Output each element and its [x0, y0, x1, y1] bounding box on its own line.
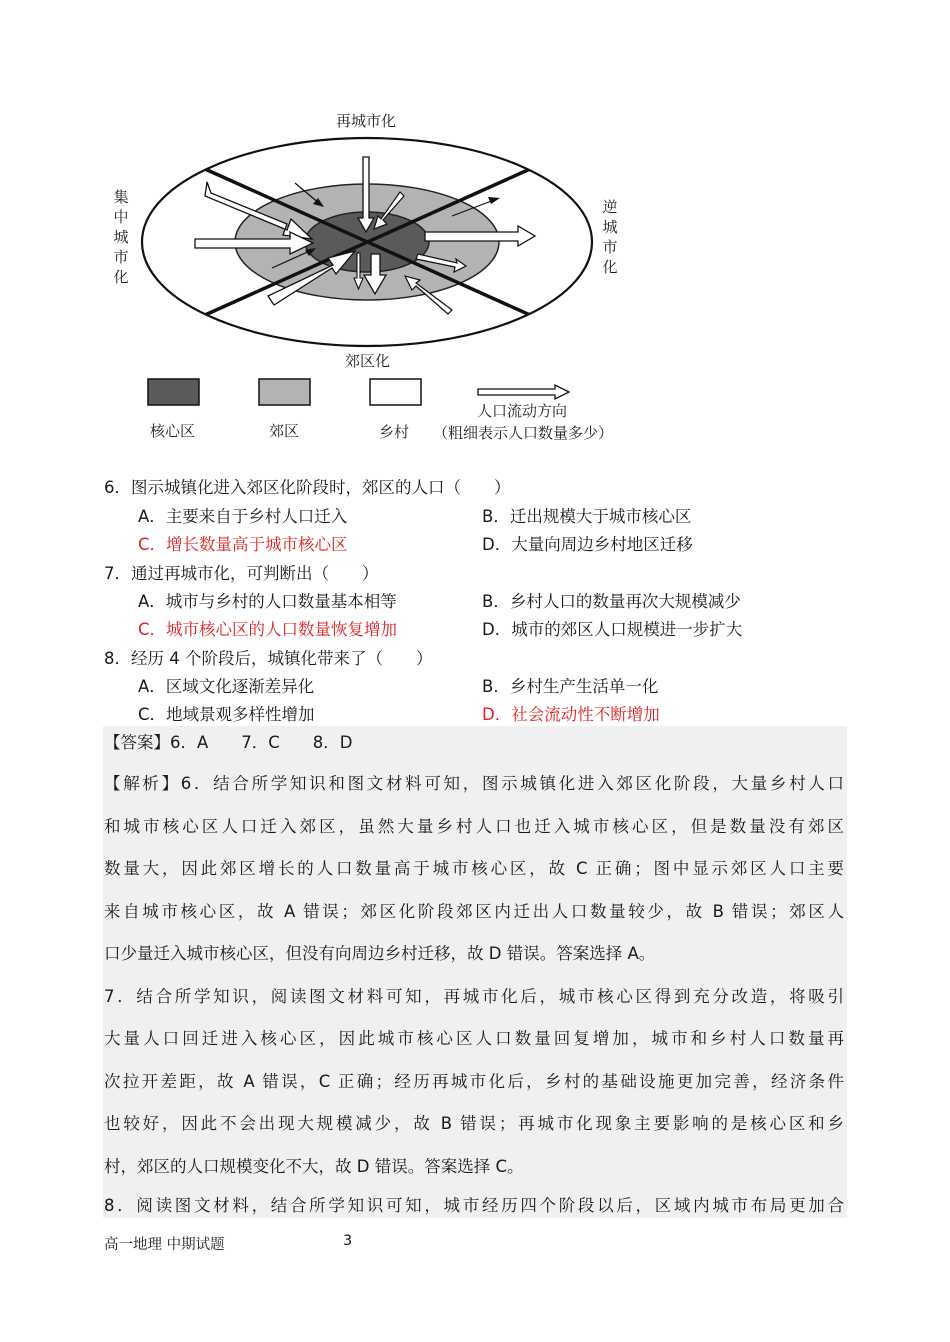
- label-suburbanization: 郊区化: [345, 352, 391, 370]
- analysis-line: 村，郊区的人口规模变化不大，故 D 错误。答案选择 C。: [104, 1156, 524, 1176]
- legend-core-label: 核心区: [150, 422, 196, 440]
- q8-option-d: D．社会流动性不断增加: [482, 705, 660, 724]
- q6-option-a: A．主要来自于乡村人口迁入: [138, 507, 348, 526]
- urbanization-diagram: [0, 0, 950, 470]
- analysis-line: 7．结合所学知识，阅读图文材料可知，再城市化后，城市核心区得到充分改造，将吸引: [104, 986, 844, 1006]
- analysis-line: 数量大，因此郊区增长的人口数量高于城市核心区，故 C 正确；图中显示郊区人口主要: [104, 859, 844, 878]
- analysis-line: 和城市核心区人口迁入郊区，虽然大量乡村人口也迁入城市核心区，但是数量没有郊区: [104, 816, 844, 836]
- answer-line: 【答案】6．A 7．C 8．D: [104, 733, 353, 752]
- legend-arrow-note: （粗细表示人口数量多少）: [433, 424, 614, 442]
- q7-option-b: B．乡村人口的数量再次大规模减少: [482, 592, 741, 611]
- legend-suburb-label: 郊区: [269, 422, 300, 440]
- q8-option-c: C．地域景观多样性增加: [138, 705, 315, 724]
- analysis-line: 【解析】6．结合所学知识和图文材料可知，图示城镇化进入郊区化阶段，大量乡村人口: [104, 774, 844, 793]
- analysis-line: 次拉开差距，故 A 错误，C 正确；经历再城市化后，乡村的基础设施更加完善，经济条件: [104, 1071, 844, 1091]
- label-reurbanization: 再城市化: [336, 112, 397, 130]
- legend-core-swatch: [148, 379, 199, 405]
- question-8-stem: 8．经历 4 个阶段后，城镇化带来了（ ）: [104, 649, 433, 668]
- q8-option-a: A．区域文化逐渐差异化: [138, 677, 315, 696]
- analysis-line: 口少量迁入城市核心区，但没有向周边乡村迁移，故 D 错误。答案选择 A。: [104, 944, 656, 963]
- q6-option-c: C．增长数量高于城市核心区: [138, 535, 348, 554]
- analysis-line: 大量人口回迁进入核心区，因此城市核心区人口数量回复增加，城市和乡村人口数量再: [104, 1029, 844, 1048]
- q8-option-b: B．乡村生产生活单一化: [482, 677, 659, 696]
- question-6-stem: 6．图示城镇化进入郊区化阶段时，郊区的人口（ ）: [104, 478, 511, 497]
- q7-option-a: A．城市与乡村的人口数量基本相等: [138, 592, 397, 611]
- label-concentrated-urbanization: 集中城市化: [113, 188, 129, 286]
- q7-option-c: C．城市核心区的人口数量恢复增加: [138, 620, 398, 639]
- q6-option-d: D．大量向周边乡村地区迁移: [482, 535, 693, 554]
- q6-option-b: B．迁出规模大于城市核心区: [482, 507, 692, 526]
- footer-title: 高一地理 中期试题: [104, 1237, 225, 1253]
- legend-rural-label: 乡村: [379, 423, 410, 441]
- page-number: 3: [343, 1233, 353, 1249]
- label-counter-urbanization: 逆城市化: [602, 198, 618, 276]
- question-7-stem: 7．通过再城市化，可判断出（ ）: [104, 564, 379, 583]
- analysis-line: 8．阅读图文材料，结合所学知识可知，城市经历四个阶段以后，区域内城市布局更加合: [104, 1196, 844, 1215]
- legend-arrow-title: 人口流动方向: [477, 402, 568, 420]
- analysis-line: 来自城市核心区，故 A 错误；郊区化阶段郊区内迁出人口数量较少，故 B 错误；郊区人: [104, 901, 844, 921]
- legend-suburb-swatch: [259, 379, 310, 405]
- analysis-line: 也较好，因此不会出现大规模减少，故 B 错误；再城市化现象主要影响的是核心区和乡: [104, 1114, 844, 1133]
- q7-option-d: D．城市的郊区人口规模进一步扩大: [482, 620, 743, 639]
- legend-rural-swatch: [370, 379, 421, 405]
- legend-arrow: [478, 385, 569, 399]
